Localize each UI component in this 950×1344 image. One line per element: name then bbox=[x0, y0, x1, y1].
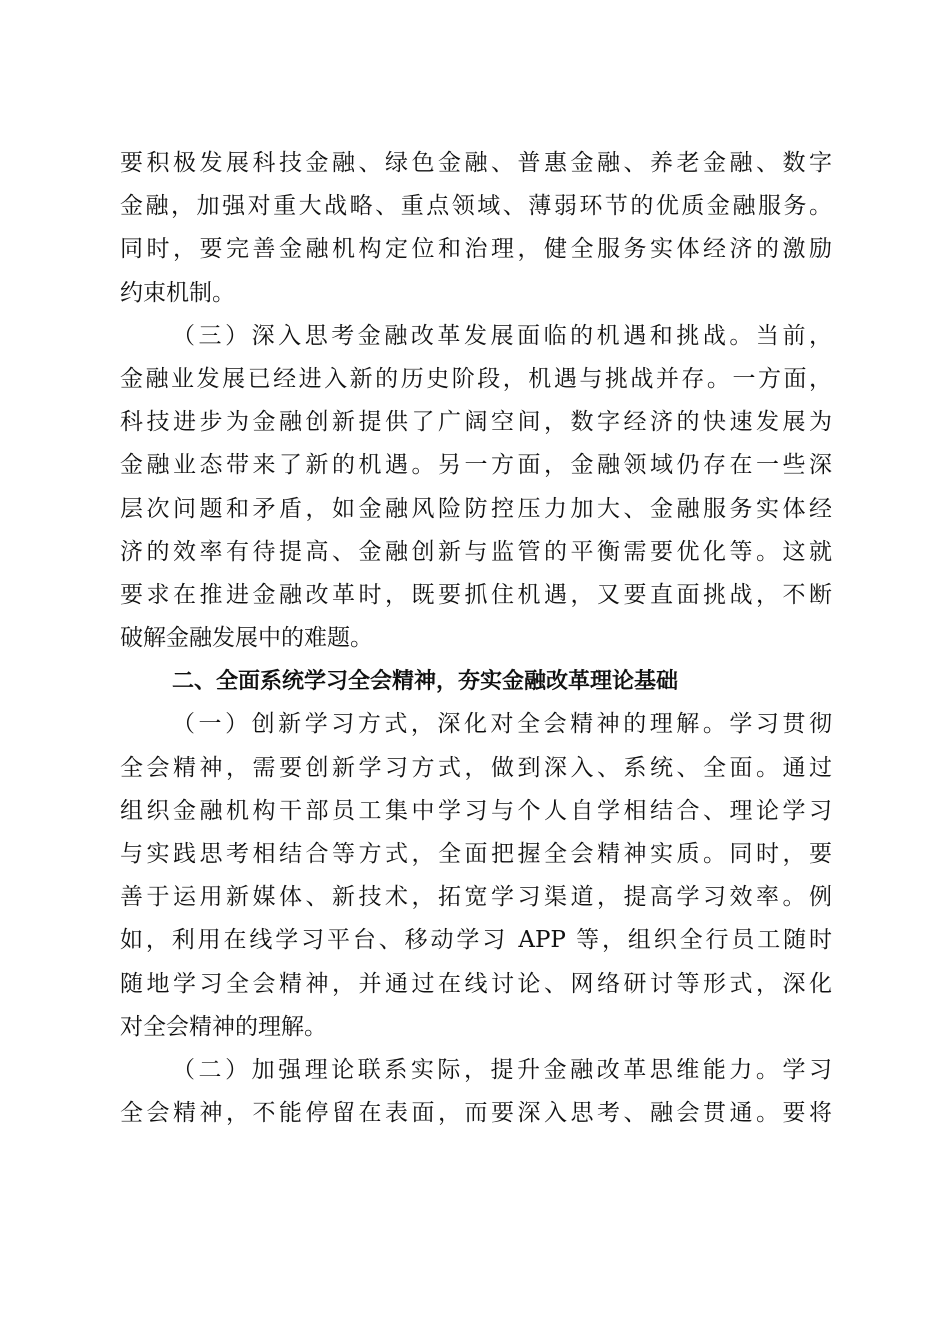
paragraph-opportunities-challenges bbox=[120, 315, 832, 661]
text-line: （二）加强理论联系实际，提升金融改革思维能力。学习 bbox=[172, 1056, 832, 1083]
text-line: （一）创新学习方式，深化对全会精神的理解。学习贯彻 bbox=[172, 711, 832, 738]
text-line: 金融业发展已经进入新的历史阶段，机遇与挑战并存。一方面， bbox=[120, 365, 832, 392]
text-line: 善于运用新媒体、新技术，拓宽学习渠道，提高学习效率。例 bbox=[120, 884, 832, 911]
text-line: 全会精神，不能停留在表面，而要深入思考、融会贯通。要将 bbox=[120, 1100, 832, 1127]
text-line: 科技进步为金融创新提供了广阔空间，数字经济的快速发展为 bbox=[120, 409, 832, 436]
text-line: 组织金融机构干部员工集中学习与个人自学相结合、理论学习 bbox=[120, 797, 832, 824]
text-line: 要求在推进金融改革时，既要抓住机遇，又要直面挑战，不断 bbox=[120, 581, 832, 608]
text-line: 约束机制。 bbox=[120, 279, 235, 306]
text-line: 层次问题和矛盾，如金融风险防控压力加大、金融服务实体经 bbox=[120, 495, 832, 522]
document-body bbox=[120, 142, 832, 1135]
text-line: 随地学习全会精神，并通过在线讨论、网络研讨等形式，深化 bbox=[120, 970, 832, 997]
text-line: 济的效率有待提高、金融创新与监管的平衡需要优化等。这就 bbox=[120, 538, 832, 565]
text-line: 与实践思考相结合等方式，全面把握全会精神实质。同时，要 bbox=[120, 841, 832, 867]
text-line: 金融业态带来了新的机遇。另一方面，金融领域仍存在一些深 bbox=[120, 452, 832, 479]
text-line: 要积极发展科技金融、绿色金融、普惠金融、养老金融、数字 bbox=[120, 150, 832, 176]
paragraph-theory-practice bbox=[120, 1049, 832, 1135]
paragraph-continued bbox=[120, 142, 832, 315]
text-line: 同时，要完善金融机构定位和治理，健全服务实体经济的激励 bbox=[120, 236, 832, 263]
text-line: （三）深入思考金融改革发展面临的机遇和挑战。当前， bbox=[172, 322, 832, 349]
text-line: 如，利用在线学习平台、移动学习 APP 等，组织全行员工随时 bbox=[120, 927, 832, 954]
text-line: 对全会精神的理解。 bbox=[120, 1013, 327, 1040]
text-line: 全会精神，需要创新学习方式，做到深入、系统、全面。通过 bbox=[120, 754, 832, 781]
text-line: 破解金融发展中的难题。 bbox=[120, 625, 373, 652]
section-heading: 二、全面系统学习全会精神，夯实金融改革理论基础 bbox=[172, 669, 679, 695]
paragraph-learning-methods bbox=[120, 703, 832, 1049]
text-line: 金融，加强对重大战略、重点领域、薄弱环节的优质金融服务。 bbox=[120, 193, 832, 220]
